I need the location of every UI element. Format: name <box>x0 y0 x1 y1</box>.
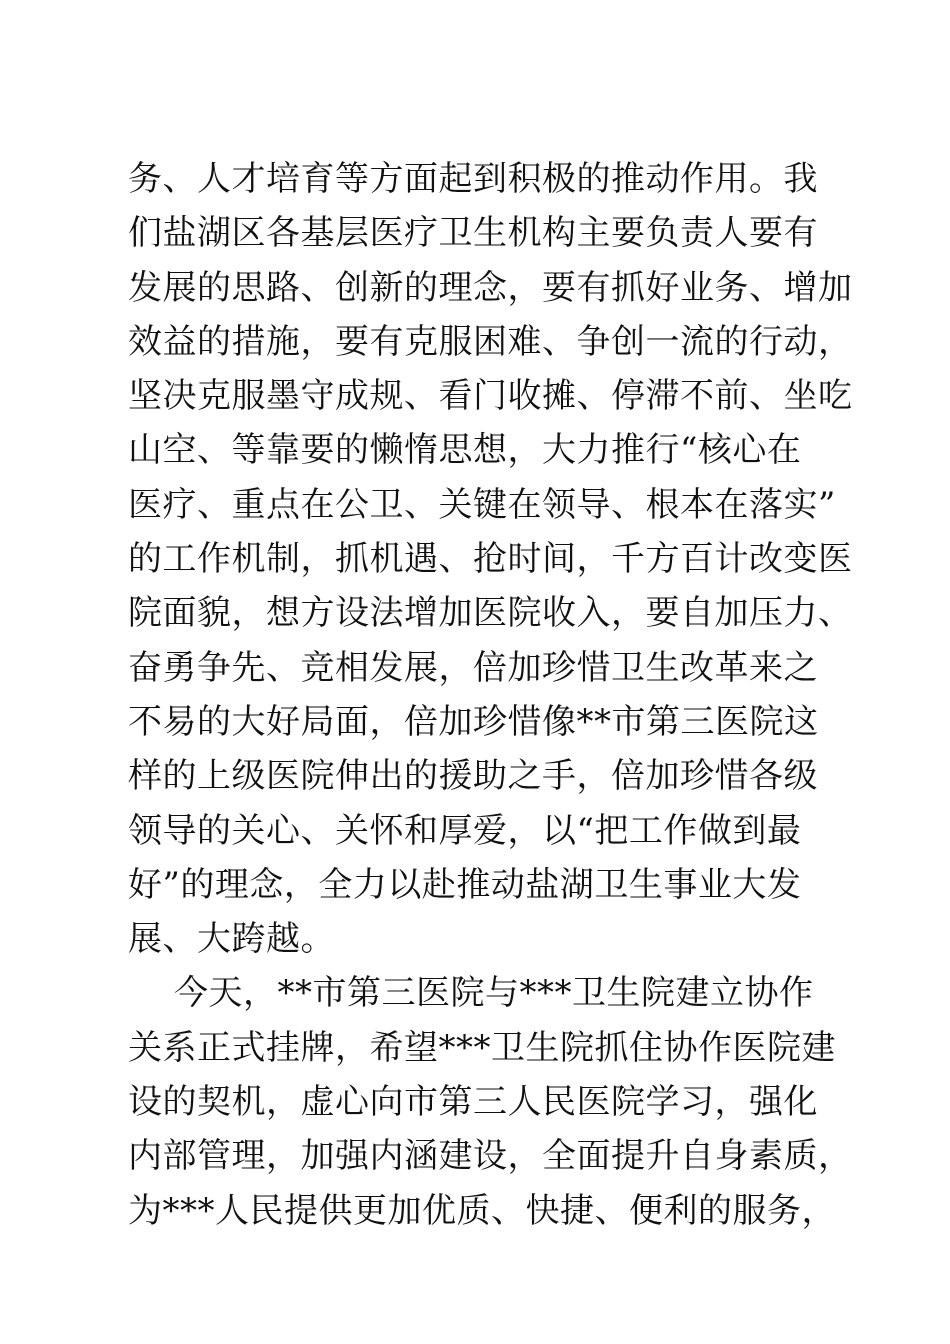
text-line: 院面貌，想方设法增加医院收入，要自加压力、 <box>128 593 853 634</box>
document-body <box>128 152 853 1238</box>
text-line: 内部管理，加强内涵建设，全面提升自身素质， <box>128 1136 853 1177</box>
text-line: 设的契机，虚心向市第三人民医院学习，强化 <box>128 1082 818 1123</box>
paragraph-start-line: 今天，**市第三医院与***卫生院建立协作 <box>174 973 814 1014</box>
text-line: 为***人民提供更加优质、快捷、便利的服务， <box>128 1190 836 1231</box>
text-line: 领导的关心、关怀和厚爱，以“把工作做到最 <box>128 810 802 851</box>
text-line: 好”的理念，全力以赴推动盐湖卫生事业大发 <box>128 864 802 905</box>
text-line: 的工作机制，抓机遇、抢时间，千方百计改变医 <box>128 539 853 580</box>
text-line: 坚决克服墨守成规、看门收摊、停滞不前、坐吃 <box>128 376 853 417</box>
text-line: 山空、等靠要的懒惰思想，大力推行“核心在 <box>128 430 802 471</box>
text-line: 效益的措施，要有克服困难、争创一流的行动， <box>128 321 853 362</box>
text-line: 不易的大好局面，倍加珍惜像**市第三医院这 <box>128 701 819 742</box>
text-line: 样的上级医院伸出的援助之手，倍加珍惜各级 <box>128 756 818 797</box>
text-line: 展、大跨越。 <box>128 919 335 960</box>
text-line: 发展的思路、创新的理念，要有抓好业务、增加 <box>128 267 853 308</box>
text-line: 奋勇争先、竞相发展，倍加珍惜卫生改革来之 <box>128 647 818 688</box>
text-line: 关系正式挂牌，希望***卫生院抓住协作医院建 <box>128 1027 836 1068</box>
text-line: 务、人才培育等方面起到积极的推动作用。我 <box>128 159 818 199</box>
text-line: 医疗、重点在公卫、关键在领导、根本在落实” <box>128 484 836 525</box>
text-line: 们盐湖区各基层医疗卫生机构主要负责人要有 <box>128 213 818 254</box>
